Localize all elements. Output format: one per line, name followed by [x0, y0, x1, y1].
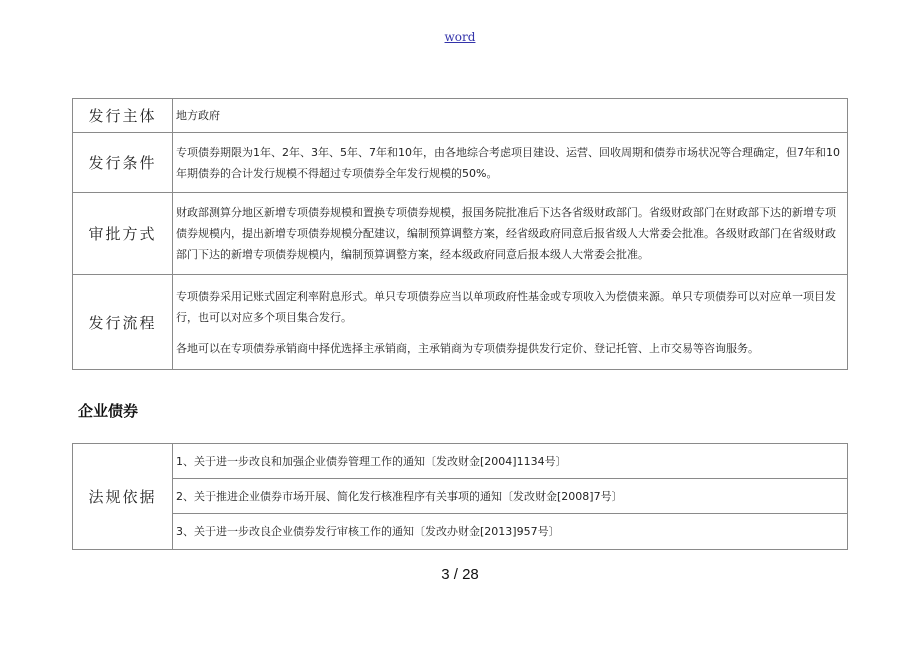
- row-content-approval: [173, 193, 848, 275]
- row-content-issuer: [173, 99, 848, 133]
- table-row: [73, 479, 848, 514]
- row-label-conditions: 发行条件: [73, 133, 173, 193]
- table-row: [73, 133, 848, 193]
- row-label-regulations: 法规依据: [73, 444, 173, 550]
- table-row: [73, 193, 848, 275]
- paragraph: 各地可以在专项债券承销商中择优选择主承销商，主承销商为专项债券提供发行定价、登记托管、上市交易等咨询服务。: [176, 341, 759, 355]
- table-row: [73, 514, 848, 550]
- paragraph-gap: [176, 328, 841, 338]
- local-bond-table: [72, 98, 848, 370]
- page-number: 3 / 28: [441, 566, 479, 583]
- regulation-item: 2、关于推进企业债券市场开展、简化发行核准程序有关事项的通知〔发改财金[2008]7号〕: [173, 479, 848, 514]
- header-link[interactable]: word: [444, 30, 476, 44]
- paragraph: 财政部测算分地区新增专项债券规模和置换专项债券规模，报国务院批准后下达各省级财政部门。省级财政部门在财政部下达的新增专项债券规模内，提出新增专项债券规模分配建议，编制预算调整方案，经省级政府同意后报省级人大常委会批准。各级财政部门在省级财政部门下达的新增专项债券规模内，编制预算调整方案，经本级政府同意后报本级人大常委会批准。: [176, 206, 836, 261]
- row-label-approval: 审批方式: [73, 193, 173, 275]
- row-content-conditions: [173, 133, 848, 193]
- table-row: [73, 275, 848, 370]
- table-row: [73, 444, 848, 479]
- row-content-process: [173, 275, 848, 370]
- paragraph: 专项债券期限为1年、2年、3年、5年、7年和10年，由各地综合考虑项目建设、运营、回收周期和债券市场状况等合理确定，但7年和10年期债券的合计发行规模不得超过专项债券全年发行规模的50%。: [176, 145, 840, 180]
- row-label-issuer: 发行主体: [73, 99, 173, 133]
- table-row: [73, 99, 848, 133]
- regulation-item: 3、关于进一步改良企业债券发行审核工作的通知〔发改办财金[2013]957号〕: [173, 514, 848, 550]
- row-label-process: 发行流程: [73, 275, 173, 370]
- section-title: 企业债券: [78, 402, 139, 420]
- regulation-item: 1、关于进一步改良和加强企业债券管理工作的通知〔发改财金[2004]1134号〕: [173, 444, 848, 479]
- paragraph: 专项债券采用记账式固定利率附息形式。单只专项债券应当以单项政府性基金或专项收入为偿债来源。单只专项债券可以对应单一项目发行，也可以对应多个项目集合发行。: [176, 289, 836, 324]
- corporate-bond-table: [72, 443, 848, 550]
- paragraph: 地方政府: [176, 109, 220, 122]
